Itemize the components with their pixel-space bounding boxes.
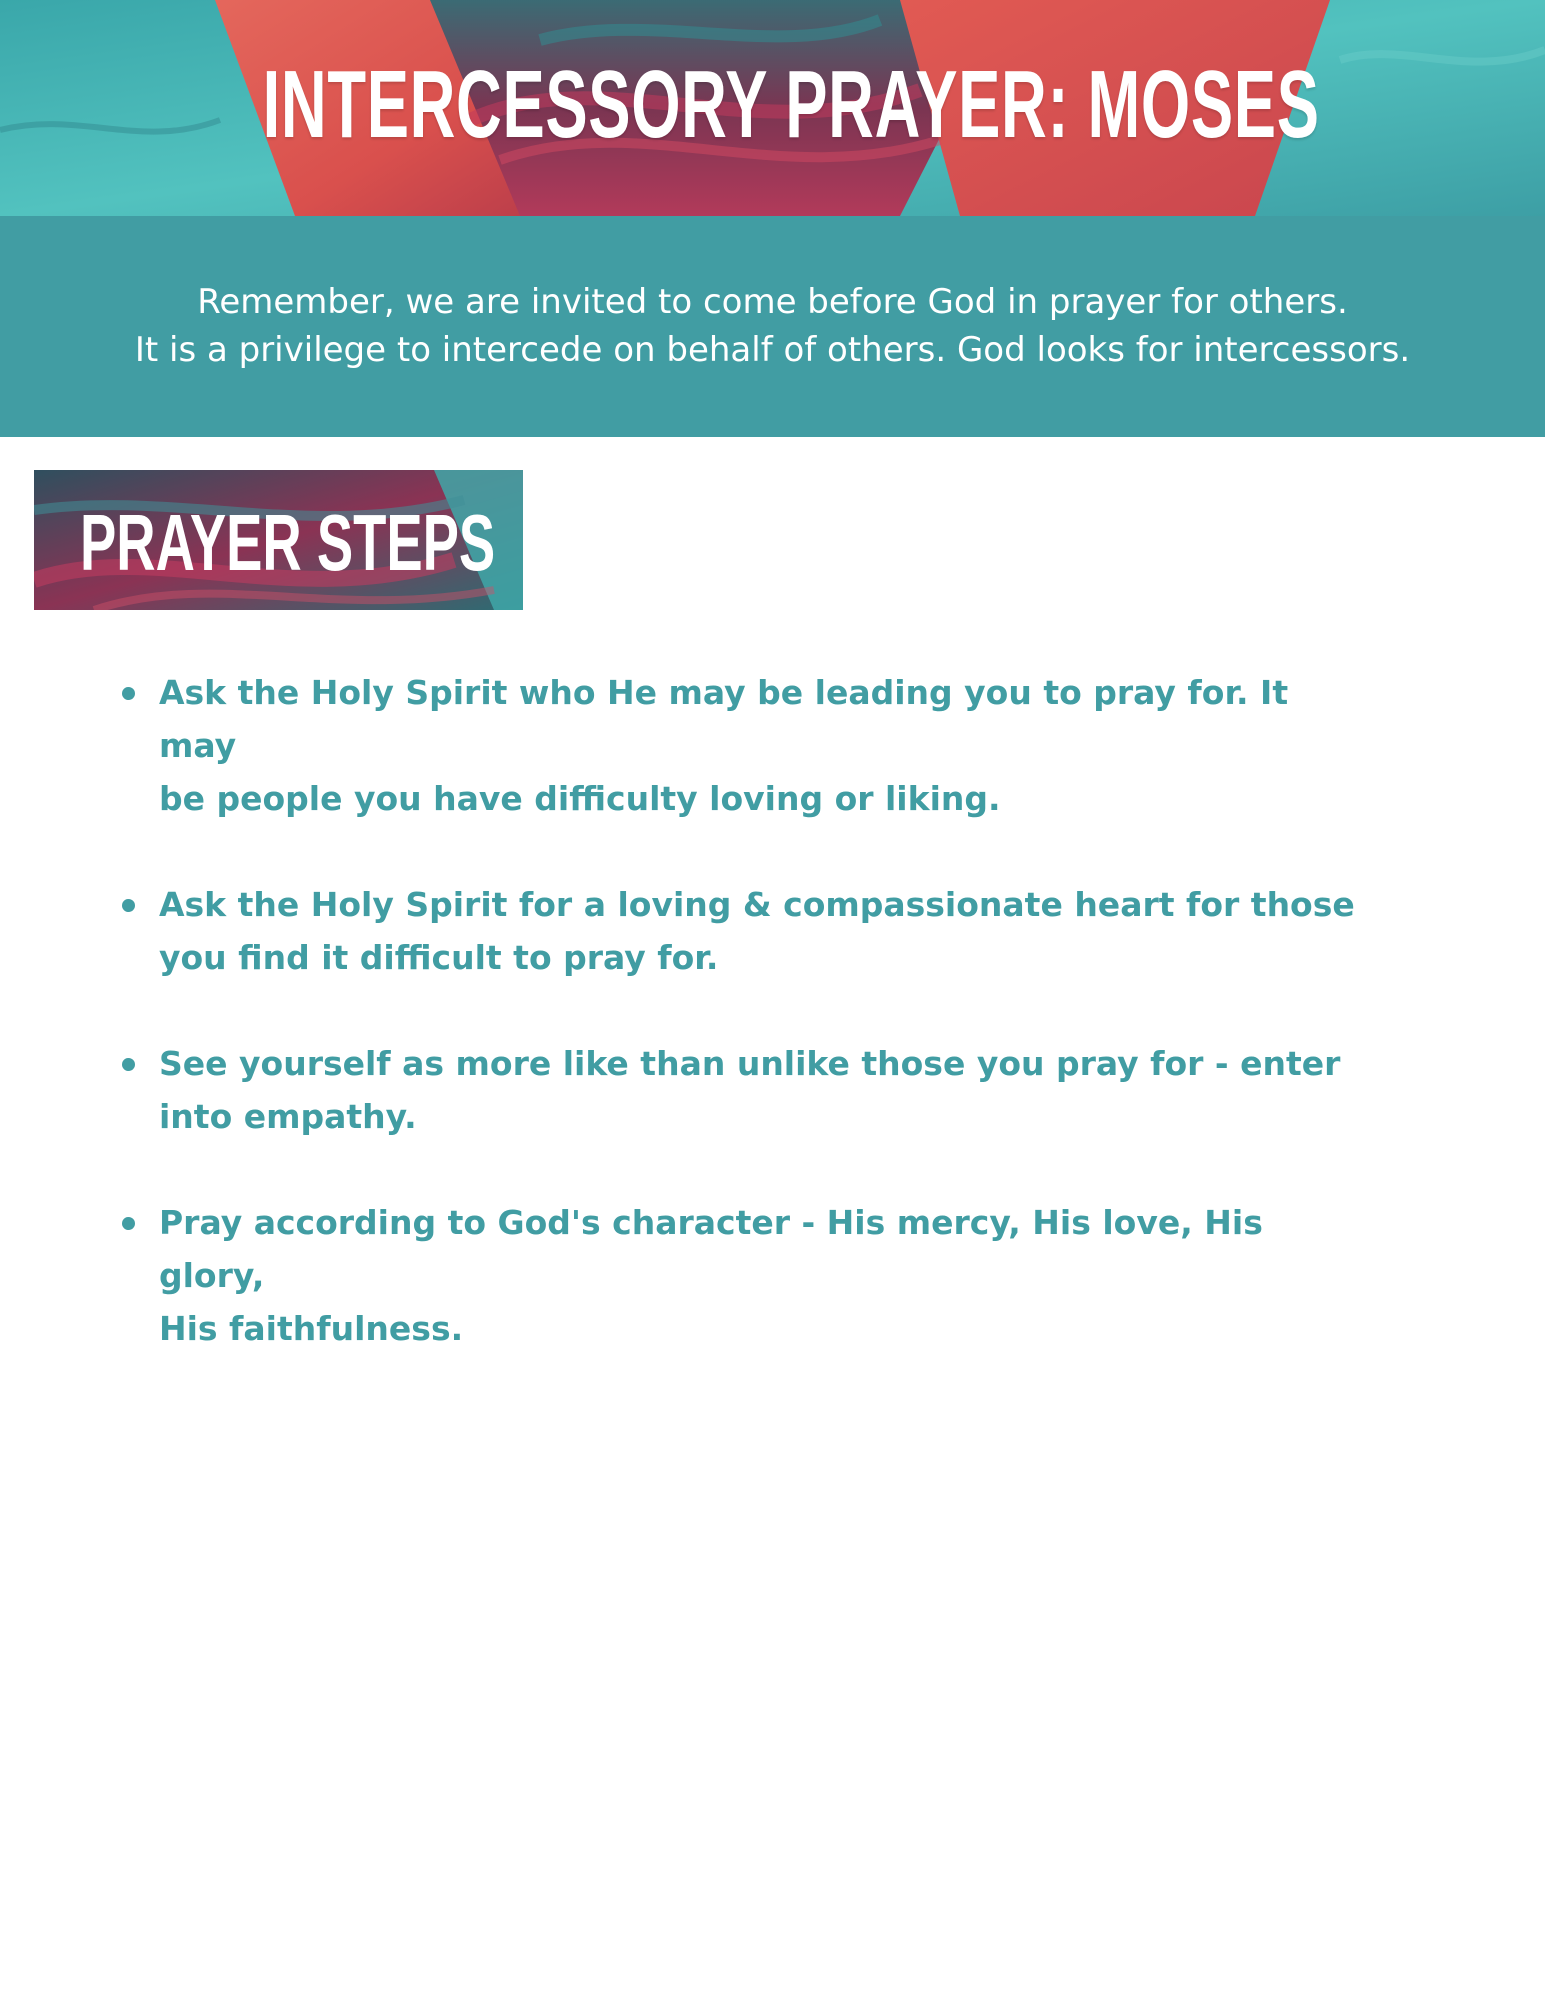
list-item <box>118 1196 1368 1355</box>
bullet-icon <box>122 687 135 700</box>
step-text-line-1: Ask the Holy Spirit for a loving & compassionate heart for those <box>159 885 1355 924</box>
step-text-line-1: Pray according to God's character - His mercy, His love, His glory, <box>159 1203 1263 1295</box>
step-text-line-2: be people you have difficulty loving or liking. <box>159 779 1001 818</box>
intro-text-line-2: It is a privilege to intercede on behalf of others. God looks for intercessors. <box>134 330 1411 370</box>
list-item <box>118 666 1368 825</box>
prayer-steps-list <box>118 666 1368 1408</box>
page-title: INTERCESSORY PRAYER: MOSES <box>262 51 1320 158</box>
bullet-icon <box>122 1058 135 1071</box>
bullet-icon <box>122 1217 135 1230</box>
bullet-icon <box>122 899 135 912</box>
list-item <box>118 1037 1368 1143</box>
step-text-line-1: Ask the Holy Spirit who He may be leading you to pray for. It may <box>159 673 1289 765</box>
section-title: PRAYER STEPS <box>80 498 496 587</box>
step-text-line-2: His faithfulness. <box>159 1309 464 1348</box>
step-text-line-1: See yourself as more like than unlike those you pray for - enter <box>159 1044 1341 1083</box>
section-label-box <box>34 470 523 610</box>
intro-band <box>0 216 1545 437</box>
header-banner <box>0 0 1545 216</box>
list-item <box>118 878 1368 984</box>
step-text-line-2: into empathy. <box>159 1097 417 1136</box>
intro-text-line-1: Remember, we are invited to come before God in prayer for others. <box>197 282 1348 322</box>
step-text-line-2: you find it difficult to pray for. <box>159 938 719 977</box>
